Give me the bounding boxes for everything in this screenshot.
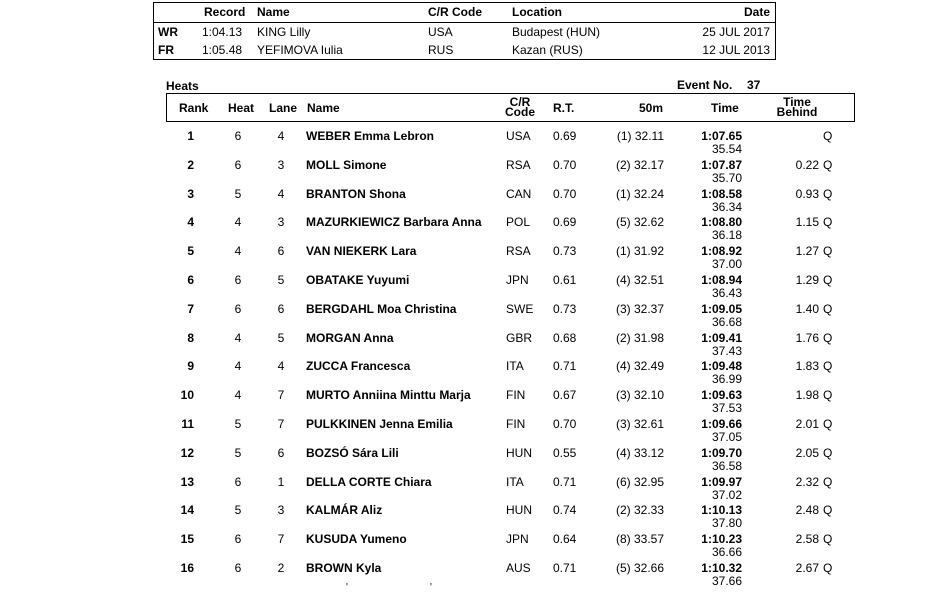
qualified-mark: Q [823, 273, 833, 287]
time-behind: 0.22 [795, 157, 819, 172]
result-row [0, 445, 934, 474]
qualified-mark: Q [823, 532, 833, 547]
final-time: 1:07.65 [701, 129, 742, 143]
athlete-name: DELLA CORTE Chiara [306, 474, 432, 489]
record-type: FR [158, 43, 174, 57]
result-row [0, 474, 934, 503]
country-code: JPN [506, 532, 529, 547]
split-50m: (3) 32.37 [615, 301, 664, 316]
rank-cell: 2 [187, 157, 194, 172]
reaction-time: 0.70 [553, 186, 577, 201]
country-code: FIN [506, 417, 526, 431]
records-header [154, 3, 775, 22]
split-50m: (8) 33.57 [615, 532, 664, 547]
rank-cell: 3 [187, 186, 194, 201]
lane-cell: 6 [277, 445, 285, 460]
col-rt: R.T. [553, 101, 575, 115]
lane-cell: 6 [277, 244, 285, 259]
time-behind: 2.67 [795, 561, 819, 575]
split-50m: (5) 32.62 [615, 215, 664, 230]
reaction-time: 0.74 [553, 503, 577, 518]
record-time: 1:04.13 [202, 25, 243, 39]
col-split: 50m [639, 101, 664, 115]
split-100m: 37.00 [711, 257, 742, 272]
col-lane: Lane [269, 101, 298, 115]
athlete-name: BERGDAHL Moa Christina [306, 301, 457, 316]
country-code: USA [506, 129, 531, 143]
final-time: 1:10.13 [701, 503, 742, 518]
rank-cell: 1 [187, 129, 194, 143]
col-rank: Rank [179, 101, 209, 115]
final-time: 1:09.48 [701, 359, 742, 374]
heat-cell: 6 [234, 561, 242, 575]
reaction-time: 0.64 [553, 532, 577, 547]
qualified-mark: Q [823, 359, 833, 374]
record-location: Budapest (HUN) [512, 25, 601, 39]
athlete-name: BROWN Kyla [306, 561, 382, 575]
split-50m: (4) 33.12 [615, 445, 664, 460]
country-code: ITA [506, 474, 524, 489]
country-code: POL [506, 215, 531, 230]
records-header-name: Name [257, 5, 290, 19]
split-100m: 37.05 [711, 430, 742, 444]
final-time: 1:08.92 [701, 244, 742, 259]
heat-cell: 6 [234, 474, 242, 489]
country-code: JPN [506, 273, 529, 287]
lane-cell: 4 [277, 359, 285, 374]
split-100m: 36.99 [711, 372, 742, 387]
col-name: Name [307, 101, 340, 115]
result-row [0, 214, 934, 243]
qualified-mark: Q [823, 157, 833, 172]
record-date: 25 JUL 2017 [702, 25, 770, 39]
section-label: Heats [166, 79, 199, 93]
lane-cell: 7 [277, 532, 285, 547]
footer-mark: ' [346, 582, 348, 593]
reaction-time: 0.70 [553, 157, 577, 172]
split-50m: (2) 32.33 [615, 503, 664, 518]
qualified-mark: Q [823, 417, 833, 431]
time-behind: 2.32 [795, 474, 819, 489]
event-label: Event No. [677, 78, 733, 92]
heat-cell: 6 [234, 129, 242, 143]
split-100m: 37.66 [711, 574, 742, 588]
reaction-time: 0.61 [553, 273, 577, 287]
time-behind: 2.05 [795, 445, 819, 460]
final-time: 1:09.70 [701, 445, 742, 460]
lane-cell: 3 [277, 157, 285, 172]
reaction-time: 0.68 [553, 330, 577, 345]
reaction-time: 0.70 [553, 417, 577, 431]
athlete-name: WEBER Emma Lebron [306, 129, 435, 143]
time-behind: 0.93 [795, 186, 819, 201]
event-number: 37 [747, 78, 761, 92]
rank-cell: 5 [187, 244, 194, 259]
col-behind-bottom: Behind [776, 105, 818, 119]
col-cr-bottom: Code [505, 105, 535, 119]
rank-cell: 7 [187, 301, 194, 316]
athlete-name: VAN NIEKERK Lara [306, 244, 417, 259]
heat-cell: 6 [234, 273, 242, 287]
heat-cell: 5 [234, 503, 242, 518]
split-100m: 36.18 [711, 228, 742, 243]
athlete-name: MAZURKIEWICZ Barbara Anna [306, 215, 482, 230]
country-code: CAN [506, 186, 532, 201]
time-behind: 1.76 [795, 330, 819, 345]
final-time: 1:09.41 [701, 330, 742, 345]
result-row [0, 243, 934, 272]
records-header-date: Date [743, 5, 770, 19]
lane-cell: 6 [277, 301, 285, 316]
reaction-time: 0.73 [553, 301, 577, 316]
rank-cell: 15 [180, 532, 194, 547]
result-row [0, 128, 934, 157]
split-100m: 37.43 [711, 343, 742, 358]
rank-cell: 13 [180, 474, 194, 489]
section-title-line [166, 78, 856, 94]
split-100m: 37.02 [711, 487, 742, 502]
final-time: 1:08.94 [701, 273, 742, 287]
split-50m: (1) 32.24 [615, 186, 664, 201]
country-code: RSA [506, 244, 531, 259]
country-code: FIN [506, 388, 526, 403]
lane-cell: 1 [277, 474, 285, 489]
result-row [0, 301, 934, 330]
heat-cell: 5 [234, 445, 242, 460]
reaction-time: 0.73 [553, 244, 577, 259]
rank-cell: 16 [180, 561, 194, 575]
reaction-time: 0.71 [553, 474, 577, 489]
qualified-mark: Q [823, 561, 833, 575]
split-100m: 36.68 [711, 314, 742, 329]
records-header-record: Record [204, 5, 246, 19]
time-behind: 1.40 [795, 301, 819, 316]
country-code: GBR [506, 330, 533, 345]
final-time: 1:09.05 [701, 301, 742, 316]
country-code: HUN [506, 445, 532, 460]
rank-cell: 14 [180, 503, 194, 518]
qualified-mark: Q [823, 503, 833, 518]
heat-cell: 6 [234, 301, 242, 316]
athlete-name: MORGAN Anna [306, 330, 394, 345]
lane-cell: 4 [277, 186, 285, 201]
heat-cell: 4 [234, 359, 242, 374]
split-100m: 36.66 [711, 545, 742, 560]
result-row [0, 416, 934, 445]
split-100m: 37.53 [711, 401, 742, 416]
qualified-mark: Q [823, 330, 833, 345]
reaction-time: 0.69 [553, 215, 577, 230]
final-time: 1:08.80 [701, 215, 742, 230]
time-behind: 1.83 [795, 359, 819, 374]
result-row [0, 531, 934, 560]
reaction-time: 0.71 [553, 359, 577, 374]
lane-cell: 5 [277, 273, 285, 287]
country-code: RSA [506, 157, 531, 172]
record-row [154, 41, 775, 60]
rank-cell: 4 [187, 215, 194, 230]
split-100m: 35.70 [711, 170, 742, 185]
split-50m: (6) 32.95 [615, 474, 664, 489]
reaction-time: 0.69 [553, 129, 577, 143]
heat-cell: 5 [234, 417, 242, 431]
record-date: 12 JUL 2013 [702, 43, 770, 57]
result-row [0, 330, 934, 359]
split-50m: (2) 32.17 [615, 157, 664, 172]
heat-cell: 4 [234, 388, 242, 403]
split-50m: (5) 32.66 [615, 561, 664, 575]
footer-mark: ' [430, 582, 432, 593]
record-type: WR [158, 25, 178, 39]
col-time: Time [711, 101, 739, 115]
rank-cell: 6 [187, 273, 194, 287]
rank-cell: 10 [180, 388, 194, 403]
athlete-name: PULKKINEN Jenna Emilia [306, 417, 453, 431]
results-header [166, 93, 855, 122]
lane-cell: 7 [277, 417, 285, 431]
split-50m: (1) 31.92 [615, 244, 664, 259]
country-code: HUN [506, 503, 532, 518]
record-name: KING Lilly [257, 25, 311, 39]
final-time: 1:10.23 [701, 532, 742, 547]
col-heat: Heat [228, 101, 255, 115]
time-behind: 1.29 [795, 273, 819, 287]
split-50m: (1) 32.11 [616, 129, 664, 143]
final-time: 1:08.58 [701, 186, 742, 201]
qualified-mark: Q [823, 388, 833, 403]
split-100m: 35.54 [711, 142, 742, 156]
record-code: RUS [428, 43, 454, 57]
rank-cell: 9 [187, 359, 194, 374]
records-table [153, 2, 776, 60]
result-row [0, 186, 934, 215]
athlete-name: MOLL Simone [306, 157, 387, 172]
final-time: 1:09.66 [701, 417, 742, 431]
qualified-mark: Q [823, 244, 833, 259]
split-100m: 36.43 [711, 286, 742, 300]
final-time: 1:09.63 [701, 388, 742, 403]
rank-cell: 12 [180, 445, 194, 460]
result-row [0, 502, 934, 531]
result-row [0, 272, 934, 301]
record-row [154, 22, 775, 41]
split-100m: 36.34 [711, 199, 742, 214]
result-row [0, 387, 934, 416]
heat-cell: 6 [234, 157, 242, 172]
record-time: 1:05.48 [202, 43, 243, 57]
lane-cell: 2 [277, 561, 285, 575]
record-code: USA [428, 25, 453, 39]
split-50m: (4) 32.51 [615, 273, 664, 287]
split-100m: 36.58 [711, 458, 742, 473]
heat-cell: 4 [234, 215, 242, 230]
country-code: SWE [506, 301, 534, 316]
athlete-name: KALMÁR Aliz [306, 503, 383, 518]
records-header-code: C/R Code [428, 5, 482, 19]
lane-cell: 5 [277, 330, 285, 345]
final-time: 1:10.32 [701, 561, 742, 575]
heat-cell: 4 [234, 330, 242, 345]
heat-cell: 6 [234, 532, 242, 547]
final-time: 1:09.97 [701, 474, 742, 489]
lane-cell: 7 [277, 388, 285, 403]
result-row [0, 560, 934, 589]
reaction-time: 0.71 [553, 561, 577, 575]
time-behind: 2.58 [795, 532, 819, 547]
time-behind: 1.15 [795, 215, 819, 230]
time-behind: 1.98 [795, 388, 819, 403]
result-row [0, 358, 934, 387]
heat-cell: 4 [234, 244, 242, 259]
athlete-name: MURTO Anniina Minttu Marja [306, 388, 471, 403]
reaction-time: 0.67 [553, 388, 577, 403]
time-behind: 1.27 [795, 244, 819, 259]
split-50m: (2) 31.98 [615, 330, 664, 345]
record-location: Kazan (RUS) [512, 43, 583, 57]
athlete-name: BRANTON Shona [306, 186, 406, 201]
athlete-name: BOZSÓ Sára Lili [306, 445, 399, 460]
rank-cell: 11 [181, 417, 194, 431]
country-code: ITA [506, 359, 524, 374]
col-cr-top: C/R [509, 95, 531, 109]
qualified-mark: Q [823, 445, 833, 460]
records-header-location: Location [512, 5, 562, 19]
split-50m: (3) 32.10 [615, 388, 664, 403]
athlete-name: ZUCCA Francesca [306, 359, 411, 374]
lane-cell: 3 [277, 215, 285, 230]
athlete-name: OBATAKE Yuyumi [306, 273, 410, 287]
col-cr-code [505, 97, 535, 117]
lane-cell: 3 [277, 503, 285, 518]
col-behind-top: Time [783, 95, 811, 109]
time-behind: 2.48 [795, 503, 819, 518]
split-50m: (4) 32.49 [615, 359, 664, 374]
final-time: 1:07.87 [701, 157, 742, 172]
split-100m: 37.80 [711, 516, 742, 531]
athlete-name: KUSUDA Yumeno [306, 532, 407, 547]
split-50m: (3) 32.61 [615, 417, 664, 431]
qualified-mark: Q [823, 474, 833, 489]
qualified-mark: Q [823, 301, 833, 316]
col-time-behind [771, 97, 823, 117]
record-name: YEFIMOVA Iulia [257, 43, 343, 57]
qualified-mark: Q [823, 215, 833, 230]
country-code: AUS [506, 561, 531, 575]
qualified-mark: Q [823, 186, 833, 201]
heat-cell: 5 [234, 186, 242, 201]
reaction-time: 0.55 [553, 445, 577, 460]
lane-cell: 4 [277, 129, 285, 143]
qualified-mark: Q [823, 129, 833, 143]
time-behind: 2.01 [795, 417, 819, 431]
result-row [0, 157, 934, 186]
rank-cell: 8 [187, 330, 194, 345]
